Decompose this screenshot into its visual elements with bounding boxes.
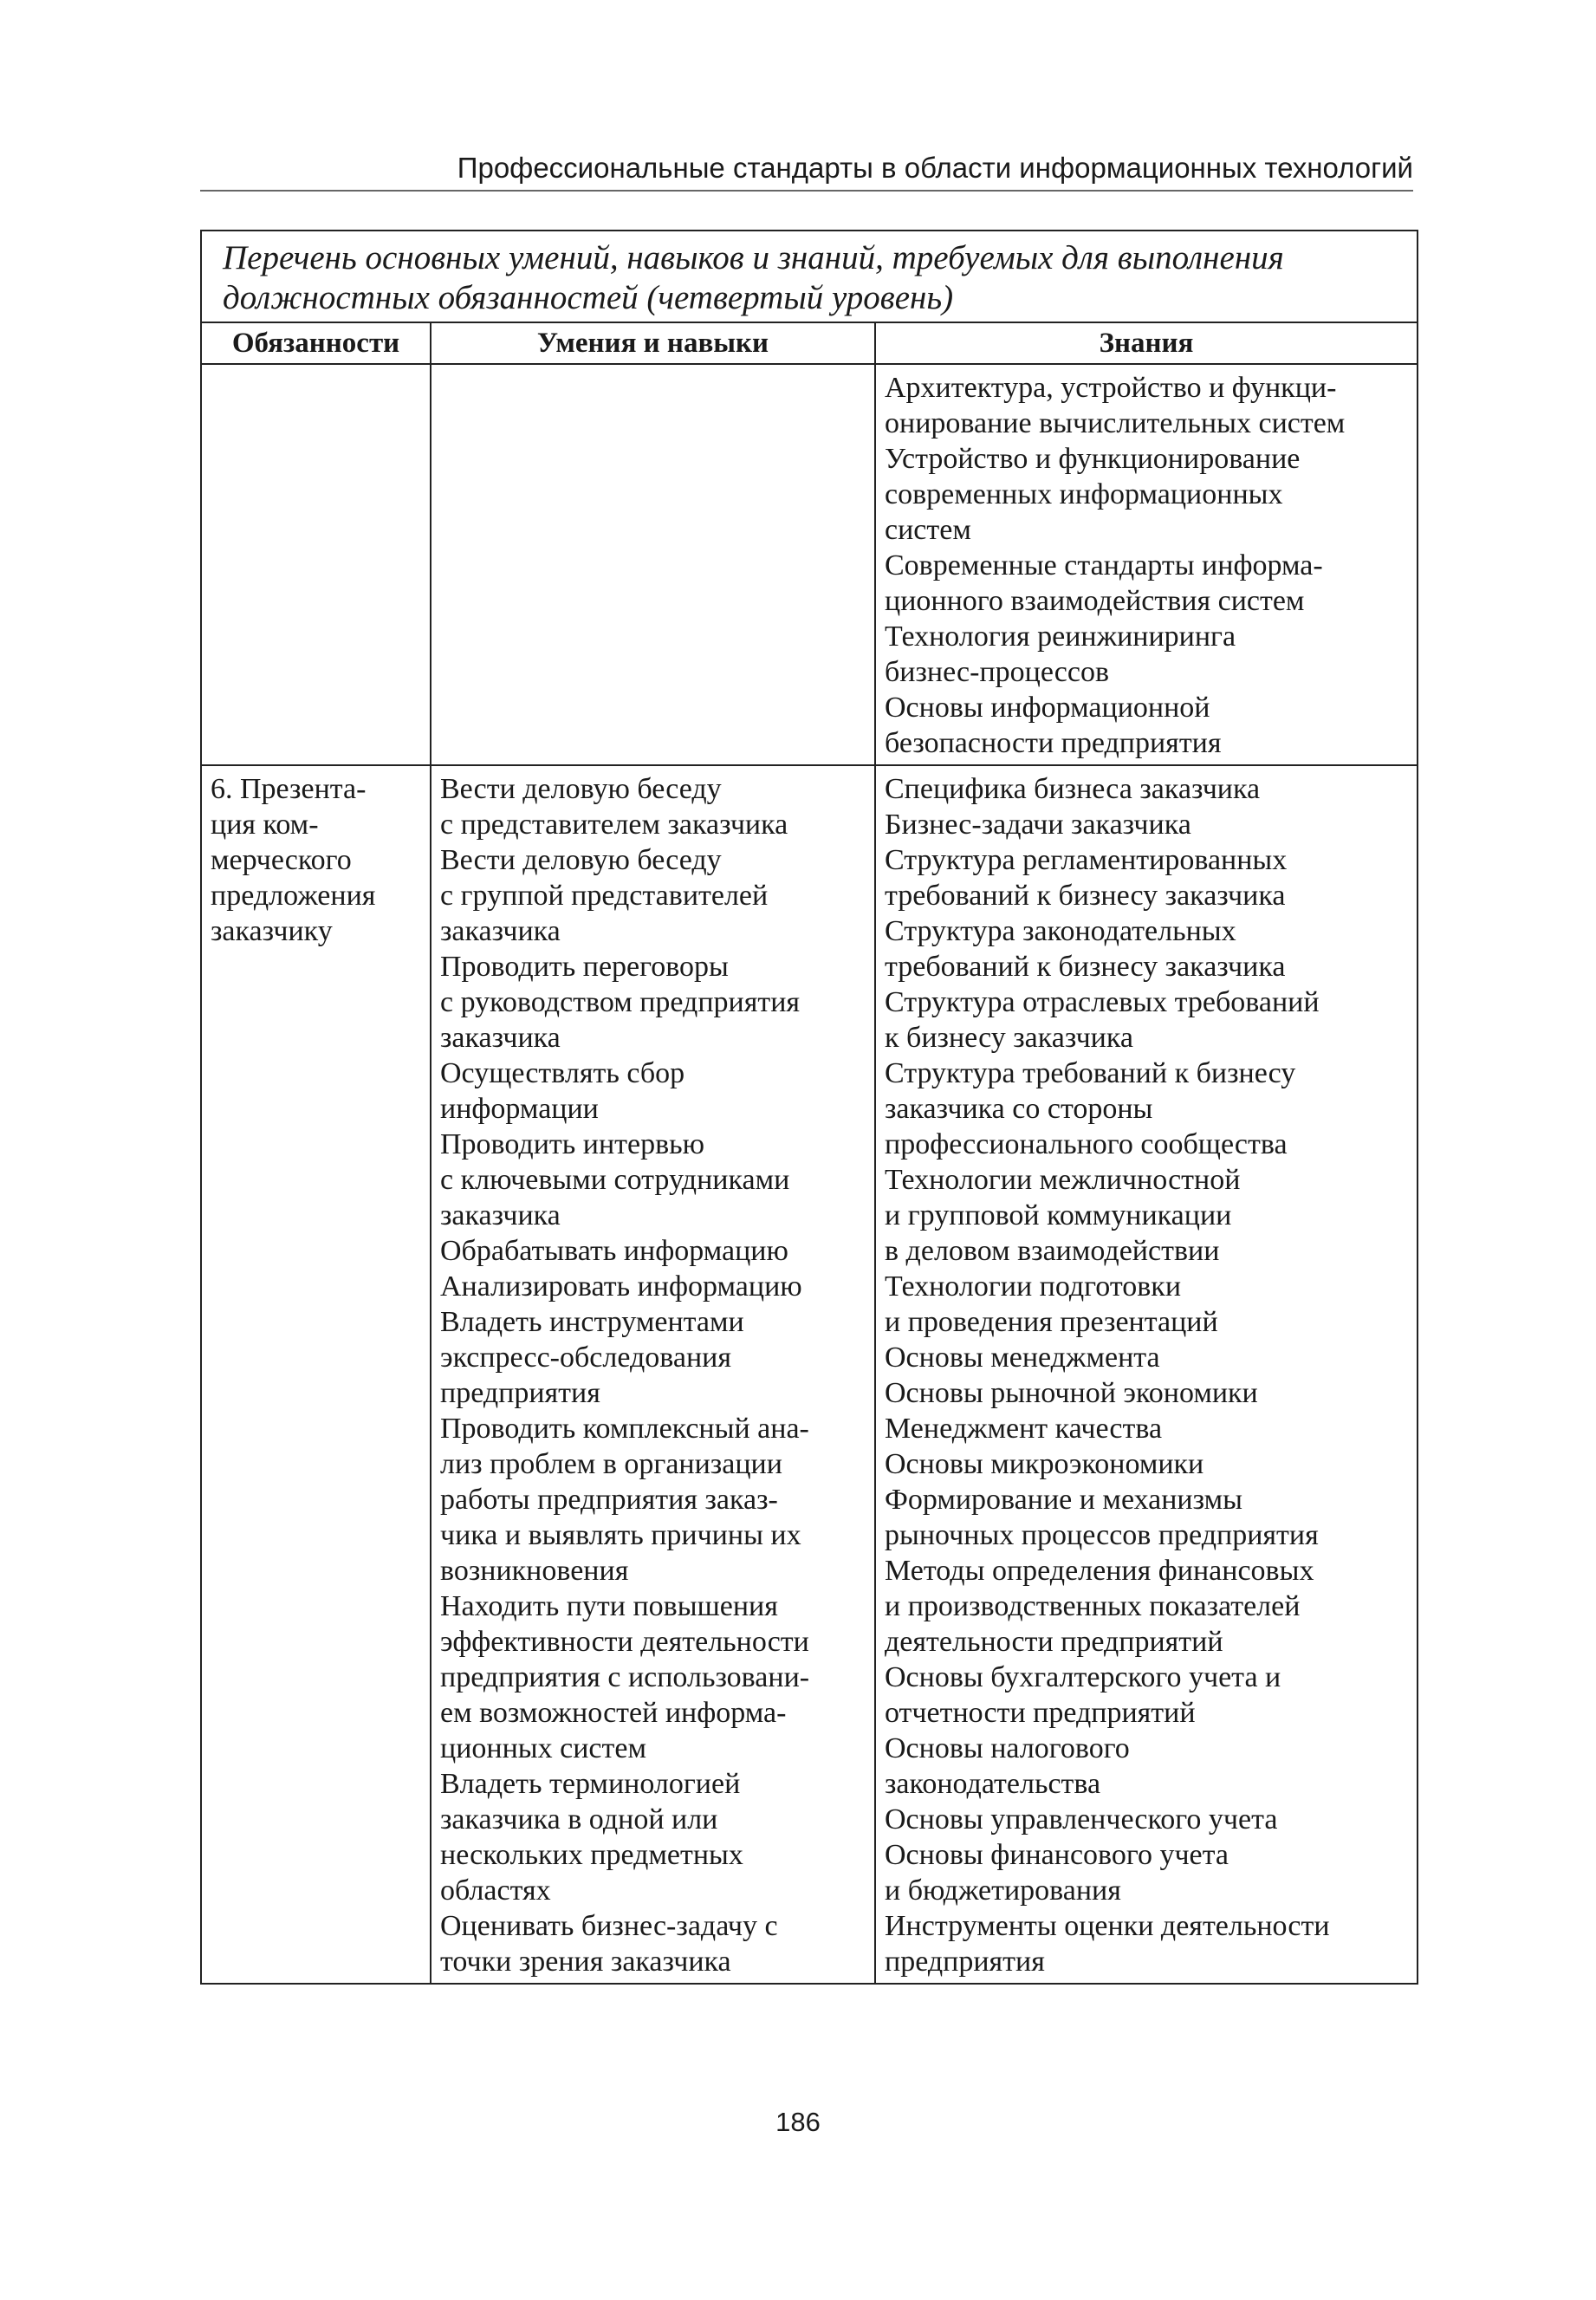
cell-text-line: Структура требований к бизнесу <box>885 1057 1296 1089</box>
cell-text-line: Владеть инструментами <box>440 1306 744 1338</box>
cell-text-line: Формирование и механизмы <box>885 1484 1242 1516</box>
skills-cell <box>431 364 875 765</box>
cell-text-line: Бизнес-задачи заказчика <box>885 809 1191 841</box>
table-caption <box>201 231 1418 322</box>
table-row <box>201 364 1418 765</box>
cell-text-line: предприятия <box>885 1946 1045 1978</box>
cell-text-line: Основы управленческого учета <box>885 1803 1278 1835</box>
knowledge-cell <box>875 364 1418 765</box>
cell-text-line: точки зрения заказчика <box>440 1946 731 1978</box>
cell-text-line: Основы финансового учета <box>885 1839 1229 1871</box>
cell-text-line: предприятия <box>440 1377 600 1409</box>
duty-cell <box>201 364 431 765</box>
cell-text-line: и проведения презентаций <box>885 1306 1218 1338</box>
cell-text-line: Проводить комплексный ана- <box>440 1413 809 1445</box>
cell-text-line: работы предприятия заказ- <box>440 1484 778 1516</box>
table-caption-row <box>201 231 1418 322</box>
cell-text-line: бизнес-процессов <box>885 656 1110 688</box>
cell-text-line: безопасности предприятия <box>885 727 1222 759</box>
header-rule <box>200 190 1413 192</box>
cell-text-line: к бизнесу заказчика <box>885 1022 1133 1054</box>
cell-text-line: Основы менеджмента <box>885 1342 1160 1374</box>
cell-text-line: 6. Презента- <box>211 773 367 805</box>
cell-text-line: нескольких предметных <box>440 1839 743 1871</box>
cell-text-line: Технологии межличностной <box>885 1164 1241 1196</box>
cell-text-line: в деловом взаимодействии <box>885 1235 1220 1267</box>
cell-text-line: заказчика <box>440 1022 561 1054</box>
cell-text-line: Специфика бизнеса заказчика <box>885 773 1261 805</box>
cell-text-line: законодательства <box>885 1768 1101 1800</box>
cell-text-line: экспресс-обследования <box>440 1342 732 1374</box>
cell-text-line: Обрабатывать информацию <box>440 1235 788 1267</box>
skills-cell <box>431 765 875 1984</box>
cell-text-line: Технологии подготовки <box>885 1270 1182 1303</box>
cell-text-line: и групповой коммуникации <box>885 1199 1232 1231</box>
cell-text-line: Анализировать информацию <box>440 1270 802 1303</box>
table-row <box>201 765 1418 1984</box>
cell-text-line: чика и выявлять причины их <box>440 1519 801 1551</box>
cell-text-line: с ключевыми сотрудниками <box>440 1164 790 1196</box>
cell-text-line: Инструменты оценки деятельности <box>885 1910 1330 1942</box>
duty-cell <box>201 765 431 1984</box>
cell-text-line: деятельности предприятий <box>885 1626 1223 1658</box>
cell-text-line: Современные стандарты информа- <box>885 549 1323 581</box>
cell-text-line: заказчика в одной или <box>440 1803 718 1835</box>
cell-text-line: Основы микроэкономики <box>885 1448 1204 1480</box>
cell-text-line: Осуществлять сбор <box>440 1057 685 1089</box>
cell-text-line: ция ком- <box>211 809 319 841</box>
cell-text-line: современных информационных <box>885 478 1283 510</box>
cell-text-line: Основы рыночной экономики <box>885 1377 1258 1409</box>
competency-table <box>200 230 1418 1985</box>
cell-text-line: систем <box>885 514 971 546</box>
cell-text-line: возникновения <box>440 1555 629 1587</box>
cell-text-line: с группой представителей <box>440 880 769 912</box>
table-caption-line: должностных обязанностей (четвертый уровень) <box>223 279 954 316</box>
cell-text-line: Проводить переговоры <box>440 951 729 983</box>
cell-text-line: информации <box>440 1093 599 1125</box>
cell-text-line: требований к бизнесу заказчика <box>885 880 1286 912</box>
cell-text-line: областях <box>440 1874 551 1907</box>
cell-text-line: Вести деловую беседу <box>440 844 722 876</box>
cell-text-line: ем возможностей информа- <box>440 1697 787 1729</box>
cell-text-line: и бюджетирования <box>885 1874 1121 1907</box>
cell-text-line: Структура отраслевых требований <box>885 986 1320 1018</box>
cell-text-line: Структура законодательных <box>885 915 1236 947</box>
cell-text-line: заказчика <box>440 1199 561 1231</box>
cell-text-line: заказчика <box>440 915 561 947</box>
running-header: Профессиональные стандарты в области информационных технологий <box>457 152 1413 184</box>
cell-text-line: рыночных процессов предприятия <box>885 1519 1319 1551</box>
cell-text-line: ционных систем <box>440 1732 646 1764</box>
cell-text-line: предложения <box>211 880 376 912</box>
cell-text-line: Основы информационной <box>885 692 1210 724</box>
cell-text-line: Проводить интервью <box>440 1128 705 1160</box>
cell-text-line: онирование вычислительных систем <box>885 407 1346 439</box>
knowledge-cell <box>875 765 1418 1984</box>
cell-text-line: отчетности предприятий <box>885 1697 1196 1729</box>
cell-text-line: Оценивать бизнес-задачу с <box>440 1910 778 1942</box>
cell-text-line: ционного взаимодействия систем <box>885 585 1305 617</box>
table-header-row <box>201 322 1418 364</box>
cell-text-line: лиз проблем в организации <box>440 1448 782 1480</box>
cell-text-line: Структура регламентированных <box>885 844 1288 876</box>
cell-text-line: Находить пути повышения <box>440 1590 778 1622</box>
cell-text-line: мерческого <box>211 844 352 876</box>
cell-text-line: требований к бизнесу заказчика <box>885 951 1286 983</box>
cell-text-line: предприятия с использовани- <box>440 1661 810 1693</box>
cell-text-line: Методы определения финансовых <box>885 1555 1314 1587</box>
cell-text-line: с руководством предприятия <box>440 986 801 1018</box>
column-header-duties: Обязанности <box>201 322 431 364</box>
cell-text-line: эффективности деятельности <box>440 1626 809 1658</box>
cell-text-line: профессионального сообщества <box>885 1128 1288 1160</box>
table-caption-line: Перечень основных умений, навыков и знаний, требуемых для выполнения <box>223 239 1284 276</box>
cell-text-line: Технология реинжиниринга <box>885 620 1236 653</box>
cell-text-line: заказчику <box>211 915 333 947</box>
cell-text-line: Основы бухгалтерского учета и <box>885 1661 1281 1693</box>
cell-text-line: заказчика со стороны <box>885 1093 1153 1125</box>
cell-text-line: с представителем заказчика <box>440 809 788 841</box>
column-header-knowledge: Знания <box>875 322 1418 364</box>
cell-text-line: Владеть терминологией <box>440 1768 741 1800</box>
cell-text-line: Архитектура, устройство и функци- <box>885 372 1337 404</box>
column-header-skills: Умения и навыки <box>431 322 875 364</box>
cell-text-line: Менеджмент качества <box>885 1413 1163 1445</box>
cell-text-line: Вести деловую беседу <box>440 773 722 805</box>
cell-text-line: Основы налогового <box>885 1732 1130 1764</box>
cell-text-line: Устройство и функционирование <box>885 443 1301 475</box>
page-number: 186 <box>775 2107 821 2137</box>
cell-text-line: и производственных показателей <box>885 1590 1301 1622</box>
